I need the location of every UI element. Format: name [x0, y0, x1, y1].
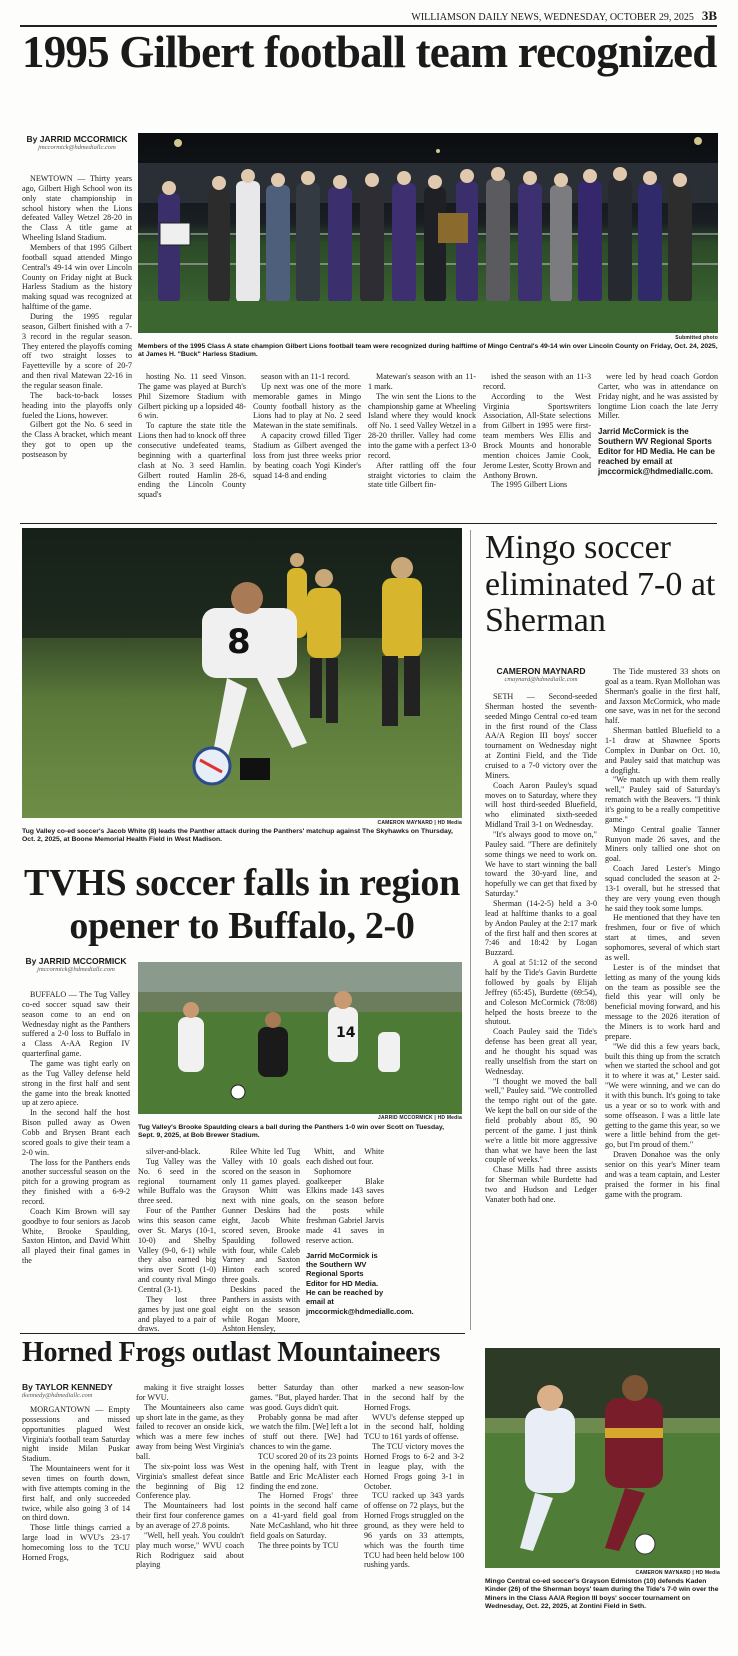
svg-text:14: 14	[336, 1025, 356, 1041]
paragraph: The Tide mustered 33 shots on goal as a team. Ryan Mollohan was Sherman's goalie in the first half, and Jaxson McCormick, who made one save, was in net for the second half.	[605, 667, 720, 726]
paragraph: During the 1995 regular season, Gilbert finished with a 7-3 record in the regular season. They entered the playoffs coming off two straight losses to Fayetteville by a score of 20-7 and then rival Matewan 22-16 in the regular season finale.	[22, 312, 132, 391]
story1-headline: 1995 Gilbert football team recognized	[22, 27, 717, 77]
paragraph: season with an 11-1 record.	[261, 372, 350, 381]
page-header	[20, 8, 717, 24]
story1-col2	[138, 372, 246, 504]
paragraph: WVU's defense stepped up in the second half, holding TCU to 161 yards of offense.	[364, 1412, 464, 1442]
paragraph: The TCU victory moves the Horned Frogs to 6-2 and 3-2 in league play, with the Horned Frogs going 3-1 in October.	[364, 1442, 464, 1491]
paragraph: Lester is of the mindset that letting as many of the young kids on the team as possible see the field this year will only be beneficial moving forward, and his message to the 2026 iteration of the Miners is to work hard and prepare.	[605, 962, 720, 1041]
story1-col1	[22, 174, 132, 504]
story4-byline-email: tkennedy@hdmediallc.com	[22, 1392, 93, 1400]
paragraph: Four of the Panther wins this season came over St. Marys (10-1, 10-0) and Shelby Valley (9-0, 6-1) while they also earned big wins over Scott (1-0) and county rival Mingo Central (3-1).	[138, 1206, 216, 1295]
paragraph: MORGANTOWN — Empty possessions and missed opportunities plagued West Virginia's football team Saturday night inside Milan Puskar Stadium.	[22, 1405, 130, 1464]
paragraph: Deskins paced the Panthers in assists with eight on the season while Rogan Moore, Ashton Hensley,	[222, 1285, 300, 1334]
paragraph: better Saturday than other games. "But, played harder. That was good. Guys didn't quit.	[250, 1383, 358, 1412]
story2-caption: Tug Valley co-ed soccer's Jacob White (8) leads the Panther attack during the Panthers' matchup against The Skyhawks on Thursday, Oct. 2, 2025, at Boone Memorial Health Field in West Madison.	[22, 828, 453, 844]
paragraph: "We did this a few years back, built this thing up from the scratch when we started the school and got it to where it was at," Lester said. "We were winning, and we can do it with this bunch. It's going to take us a year or so to work with and some offseason. I was a little late getting to the game this year, so we were a little behind from the get-go, but I'm proud of them."	[605, 1041, 720, 1150]
story3-photo-credit: CAMERON MAYNARD | HD Media	[635, 1570, 720, 1576]
paragraph: The three points by TCU	[258, 1540, 339, 1550]
paragraph: A capacity crowd filled Tiger Stadium as Gilbert avenged the loss from just three weeks prior by beating coach Yogi Kinder's squad 14-8 and ending	[253, 431, 361, 480]
paragraph: Coach Jared Lester's Mingo squad concluded the season at 2-13-1 overall, but he stressed that they are very young even though he said they took some lumps.	[605, 864, 720, 913]
paragraph: They lost three games by just one goal and played to a pair of draws.	[138, 1294, 216, 1334]
story1-photo-credit: Submitted photo	[675, 335, 718, 341]
paragraph: The six-point loss was West Virginia's smallest defeat since the beginning of Big 12 Conference play.	[136, 1461, 244, 1501]
paragraph: A goal at 51:12 of the second half by the Tide's Gavin Burdette followed by goals by Elijah Jeffrey (65:45), Burdette (69:54), and Coleson McCormick (78:08) helped the hosts breeze to the shutout.	[485, 958, 597, 1027]
page-number: 3B	[701, 8, 717, 23]
paragraph: The Mountaineers also came up short late in the game, as they failed to recover an onside kick, which was a mere few inches away from being West Virginia's ball.	[136, 1402, 244, 1462]
story3-headline: Mingo soccer eliminated 7-0 at Sherman	[485, 529, 716, 640]
story2-photo2-caption: Tug Valley's Brooke Spaulding clears a ball during the Panthers 1-0 win over Scott on Tuesday, Sept. 9, 2025, at Bob Brewer Stadium.	[138, 1124, 445, 1140]
paragraph: making it five straight losses for WVU.	[136, 1383, 244, 1402]
story4-col2	[136, 1383, 244, 1648]
paragraph: SETH — Second-seeded Sherman hosted the seventh-seeded Mingo Central co-ed team in the first round of the Class AA/A Region III boys' soccer tournament on Wednesday night at Zontini Field, and the Tide cruised to a 7-0 victory over the Miners.	[485, 692, 597, 780]
paragraph: Up next was one of the more memorable games in Mingo County football history as the Lions had to play at No. 2 seed Matewan in the state semifinals.	[253, 381, 361, 431]
paragraph: marked a new season-low in the second half by the Horned Frogs.	[364, 1383, 464, 1412]
paragraph: "We match up with them really well," Pauley said of Saturday's rematch with the Beavers. "I think it's going to be a really competitive game."	[605, 775, 720, 824]
paragraph: were led by head coach Gordon Carter, who was in attendance on Friday night, and he was assisted by longtime Lion coach the late Jerry Miller.	[598, 372, 718, 421]
story2-byline-name: By JARRID MCCORMICK	[25, 956, 127, 966]
story1-col6-text	[598, 372, 718, 421]
paragraph: Sherman (14-2-5) held a 3-0 lead at halftime thanks to a goal by Andon Pauley at the 2:17 mark of the first half and then scores at 7:46 and 18:42 by Logan Buzzard.	[485, 899, 597, 958]
paragraph: Mingo Central goalie Tanner Runyon made 26 saves, and the Miners only tallied one shot on goal.	[605, 824, 720, 864]
story2-bottom-rule	[20, 1333, 465, 1334]
paragraph: ished the season with an 11-3 record.	[483, 372, 591, 391]
paragraph: The win sent the Lions to the championship game at Wheeling Island where they would knock off No. 1 seed Valley Wetzel in a 28-20 thriller. Valley had come into the game with a perfect 13-0 record.	[368, 391, 476, 460]
paragraph: The Horned Frogs' three points in the second half came on a 41-yard field goal from Nate McCashland, who hit three field goals on Saturday.	[250, 1491, 358, 1540]
story4-col4	[364, 1383, 464, 1648]
paragraph: The back-to-back losses heading into the playoffs only fueled the Lions, however.	[22, 390, 132, 420]
paragraph: Coach Aaron Pauley's squad moves on to Saturday, where they will host third-seeded Bluefield, who eliminated sixth-seeded Midland Trail 3-1 on Wednesday.	[485, 780, 597, 830]
story1-col4	[368, 372, 476, 504]
story1-col3	[253, 372, 361, 504]
paragraph: The loss for the Panthers ends another successful season on the pitch for a growing program as they finished with a 6-9-2 record.	[22, 1157, 130, 1207]
story2-col4-text	[306, 1147, 384, 1246]
paragraph: Chase Mills had three assists for Sherman while Burdette had two and Hudson and Ledger Vanater both had one.	[485, 1165, 597, 1204]
paragraph: Matewan's season with an 11-1 mark.	[368, 372, 476, 391]
paragraph: BUFFALO — The Tug Valley co-ed soccer squad saw their season come to an end on Wednesday night as the Panthers suffered a 2-0 loss to Buffalo in a Class A-AA Region IV quarterfinal game.	[22, 990, 130, 1059]
story3-photo	[485, 1348, 720, 1568]
folio-text: WILLIAMSON DAILY NEWS, WEDNESDAY, OCTOBER 29, 2025	[411, 12, 694, 23]
story2-byline-email: jmccormick@hdmediallc.com	[37, 966, 115, 974]
story1-col6	[598, 372, 718, 504]
paragraph: Draven Donahoe was the only senior on this year's Miner team and was a team captain, and Lester praised the former in his final game with the program.	[605, 1150, 720, 1199]
story2-col2	[138, 1147, 216, 1334]
paragraph: Probably gonna be mad after we watch the film. [We] left a lot of stuff out there. [We] had chances to win the game.	[250, 1412, 358, 1452]
paragraph: "It's always good to move on," Pauley said. "There are definitely some things we need to work on. We have to start winning the ball toward the 30-yard line, and hopefully we can get that fixed by Saturday."	[485, 830, 597, 899]
paragraph: The game was tight early on as the Tug Valley defense held strong in the first half and sent the game into the break knotted up at zero apiece.	[22, 1059, 130, 1108]
paragraph: Members of that 1995 Gilbert football squad attended Mingo Central's 49-14 win over Lincoln County on Friday night at Buck Harless Stadium as the history making squad was recognized at halftime of the game.	[22, 243, 132, 312]
paragraph: silver-and-black.	[146, 1147, 201, 1156]
paragraph: He mentioned that they have ten freshmen, four or five of which start at times, and seven sophomores, several of which start as well.	[605, 913, 720, 962]
story2-col3	[222, 1147, 300, 1334]
paragraph: The Mountaineers went for it seven times on fourth down, with five attempts coming in the first half, and only succeeded twice, while also going 3 of 14 on third down.	[22, 1464, 130, 1523]
paragraph: Gilbert got the No. 6 seed in the Class A bracket, which meant they got to open up the postseason by	[22, 420, 132, 460]
paragraph: To capture the state title the Lions then had to knock off three consecutive undefeated teams, beginning with a quarterfinal clash at No. 3 seed Hamlin. Gilbert routed Hamlin 28-6, ending the Lincoln County squad's	[138, 421, 246, 500]
story4-headline: Horned Frogs outlast Mountaineers	[22, 1337, 441, 1368]
story2-photo2-credit: JARRID MCCORMICK | HD Media	[377, 1115, 462, 1121]
story3-caption: Mingo Central co-ed soccer's Grayson Edmiston (10) defends Kaden Kinder (26) of the Sherman boys' team during the Tide's 7-0 win over the Miners in the Class AA/A Region III boys' soccer tournament on Wednesday, Oct. 22, 2025, at Zontini Field in Seth.	[485, 1578, 719, 1611]
story4-byline	[22, 1383, 130, 1405]
paragraph: TCU scored 20 of its 23 points in the opening half, with Trent Battle and Eric McAlister each finding the end zone.	[250, 1452, 358, 1491]
paragraph: NEWTOWN — Thirty years ago, Gilbert High School won its only state championship in school history when the Lions defeated Valley Wetzel 28-20 in the Class A title game at Wheeling Island Stadium.	[22, 174, 132, 243]
story3-col2	[605, 667, 720, 1342]
story1-byline	[22, 135, 132, 175]
story4-col3	[250, 1383, 358, 1648]
story1-bottom-rule	[20, 523, 717, 524]
paragraph: Sophomore goalkeeper Blake Elkins made 143 saves on the season before the posts while freshman Gabriel Jarvis made 41 saves in reserve action.	[306, 1166, 384, 1245]
story1-byline-email: jmccormick@hdmediallc.com	[38, 144, 116, 152]
story4-col1	[22, 1405, 130, 1650]
story3-col1	[485, 692, 597, 1342]
story2-tagline: Jarrid McCormick is the Southern WV Regional Sports Editor for HD Media. He can be reached by email at jmccormick@hdmediallc.com.	[306, 1250, 414, 1316]
paragraph: TCU racked up 343 yards of offense on 72 plays, but the Horned Frogs struggled on the ground, as they were held to 96 yards on 33 attempts, which was the fourth time TCU had been held below 100 rushing yards.	[364, 1491, 464, 1570]
story2-byline	[22, 957, 130, 989]
paragraph: In the second half the host Bison pulled away as Owen Cobb and Brysen Brant each scored goals to give their team a 2-0 win.	[22, 1108, 130, 1157]
story1-byline-name: By JARRID MCCORMICK	[26, 134, 128, 144]
story2-photo-credit: CAMERON MAYNARD | HD Media	[377, 820, 462, 826]
story2-col1	[22, 990, 130, 1320]
story3-byline	[485, 667, 597, 689]
paragraph: Tug Valley was the No. 6 seed in the regional tournament while Buffalo was the three seed.	[138, 1156, 216, 1206]
paragraph: Those little things carried a large load in WVU's 23-17 homecoming loss to the TCU Horned Frogs,	[22, 1523, 130, 1562]
paragraph: The 1995 Gilbert Lions	[491, 480, 568, 490]
paragraph: The Mountaineers had lost their first four conference games by an average of 27.8 points.	[136, 1501, 244, 1531]
story3-byline-name: CAMERON MAYNARD	[496, 666, 586, 676]
story1-tagline: Jarrid McCormick is the Southern WV Regional Sports Editor for HD Media. He can be reached by email at jmccormick@hdmediallc.com.	[598, 427, 715, 477]
story4-byline-name: By TAYLOR KENNEDY	[22, 1382, 113, 1392]
story1-photo	[138, 133, 718, 333]
paragraph: Sherman battled Bluefield to a 1-1 draw at Shawnee Sports Complex in Dunbar on Oct. 10, and Pauley said that matchup was a dogfight.	[605, 726, 720, 775]
story2-photo	[22, 528, 462, 818]
paragraph: Whitt, and White each dished out four.	[306, 1147, 384, 1166]
paragraph: Coach Pauley said the Tide's defense has been great all year, and he thought his squad was really unselfish from the start on Wednesday.	[485, 1027, 597, 1076]
story3-byline-email: cmaynard@hdmediallc.com	[504, 676, 578, 684]
paragraph: Rilee White led Tug Valley with 10 goals scored on the season in only 11 games played. Grayson Whitt was next with nine goals, Gunner Deskins had eight, Jacob White scored seven, Brooke Spaulding followed with four, while Caleb Varney and Saxton Hinton each scored three goals.	[222, 1147, 300, 1285]
paragraph: Coach Kim Brown will say goodbye to four seniors as Jacob White, Brooke Spaulding, Saxton Hinton, and David Whitt all played their final games in the	[22, 1206, 130, 1266]
svg-text:8: 8	[227, 622, 251, 662]
story2-col4	[306, 1147, 414, 1327]
story2-photo2	[138, 962, 462, 1114]
story2-headline: TVHS soccer falls in region opener to Buffalo, 2-0	[24, 862, 460, 947]
paragraph: "I thought we moved the ball well," Pauley said. "We controlled the tempo right out of the gate. We kept the ball on our side of the field probably about 85, 90 percent of the game. I just think we're a little bit more aggressive than what we have been the last couple of weeks."	[485, 1076, 597, 1165]
paragraph: According to the West Virginia Sportswriters Association, All-State selections from Gilbert in 1995 were first-team members Wes Ellis and Brock Mounts and honorable mention choices Jamie Cook, Jerome Lester, Scotty Brown and Anthony Brown.	[483, 391, 591, 480]
story1-caption: Members of the 1995 Class A state champion Gilbert Lions football team were recognized during halftime of Mingo Central's 49-14 win over Lincoln County on Friday, Oct. 24, 2025, at James H. "Buck" Harless Stadium.	[138, 343, 718, 359]
paragraph: "Well, hell yeah. You couldn't play much worse," WVU coach Rich Rodriguez said about playing	[136, 1530, 244, 1570]
paragraph: After rattling off the four straight victories to claim the state title Gilbert fin-	[368, 460, 476, 490]
story1-col5	[483, 372, 591, 504]
paragraph: hosting No. 11 seed Vinson. The game was played at Burch's Phil Sizemore Stadium with Gilbert picking up a lopsided 48-6 win.	[138, 372, 246, 421]
section-divider	[470, 530, 471, 1330]
